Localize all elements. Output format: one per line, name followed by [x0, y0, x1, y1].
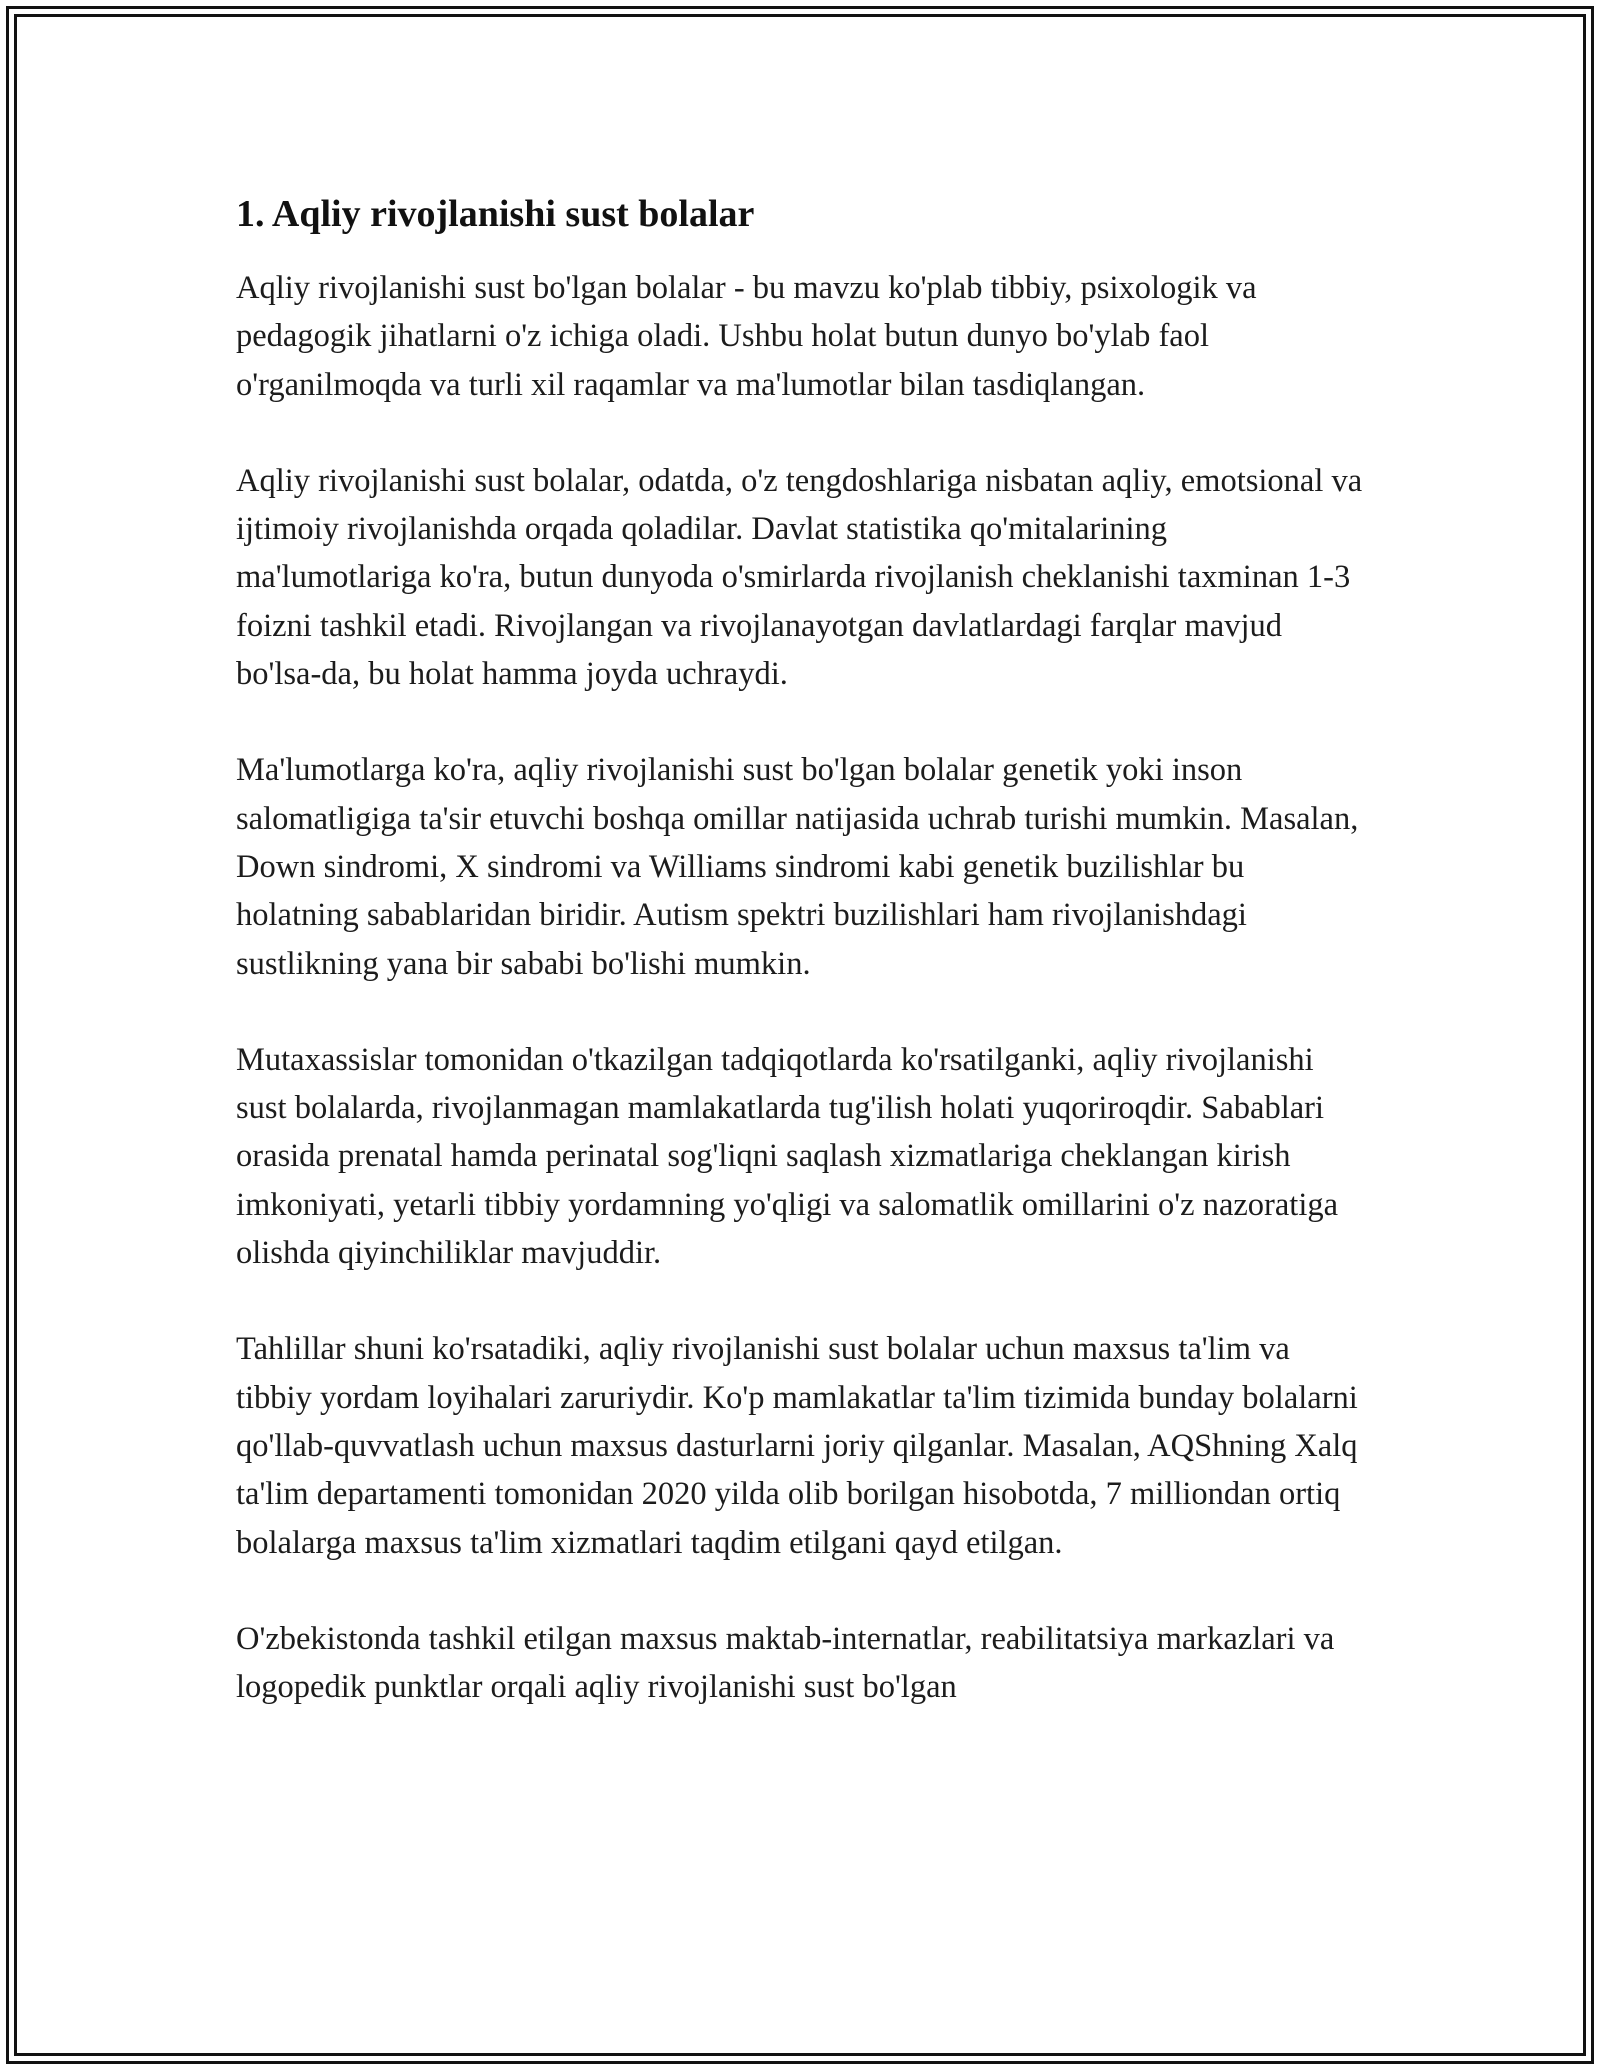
- paragraph-intro: Aqliy rivojlanishi sust bo'lgan bolalar - bu mavzu ko'plab tibbiy, psixologik va pedagogik jihatlarni o'z ichiga oladi. Ushbu holat butun dunyo bo'ylab faol o'rganilmoqda va turli xil raqamlar va ma'lumotlar bilan tasdiqlangan.: [236, 270, 1257, 403]
- paragraph-prevalence: Aqliy rivojlanishi sust bolalar, odatda, o'z tengdoshlariga nisbatan aqliy, emotsional va ijtimoiy rivojlanishda orqada qoladilar. Davlat statistika qo'mitalarining ma'lumotlariga ko'ra, butun dunyoda o'smirlarda rivojlanish cheklanishi taxminan 1-3 foizni tashkil etadi. Rivojlangan va rivojlanayotgan davlatlardagi farqlar mavjud bo'lsa-da, bu holat hamma joyda uchraydi.: [236, 462, 1363, 693]
- paragraph-analysis: Tahlillar shuni ko'rsatadiki, aqliy rivojlanishi sust bolalar uchun maxsus ta'lim va tibbiy yordam loyihalari zaruriydir. Ko'p mamlakatlar ta'lim tizimida bunday bolalarni qo'llab-quvvatlash uchun maxsus dasturlarni joriy qilganlar. Masalan, AQShning Xalq ta'lim departamenti tomonidan 2020 yilda olib borilgan hisobotda, 7 milliondan ortiq bolalarga maxsus ta'lim xizmatlari taqdim etilgani qayd etilgan.: [236, 1331, 1358, 1561]
- paragraph-uzbekistan: O'zbekistonda tashkil etilgan maxsus maktab-internatlar, reabilitatsiya markazlari va logopedik punktlar orqali aqliy rivojlanishi sust bo'lgan: [236, 1620, 1335, 1706]
- paragraph-causes: Ma'lumotlarga ko'ra, aqliy rivojlanishi sust bo'lgan bolalar genetik yoki inson salomatligiga ta'sir etuvchi boshqa omillar natijasida uchrab turishi mumkin. Masalan, Down sindromi, X sindromi va Williams sindromi kabi genetik buzilishlar bu holatning sabablaridan biridir. Autism spektri buzilishlari ham rivojlanishdagi sustlikning yana bir sababi bo'lishi mumkin.: [236, 752, 1359, 982]
- paragraph-research: Mutaxassislar tomonidan o'tkazilgan tadqiqotlarda ko'rsatilganki, aqliy rivojlanishi sust bolalarda, rivojlanmagan mamlakatlarda tug'ilish holati yuqoriroqdir. Sabablari orasida prenatal hamda perinatal sog'liqni saqlash xizmatlariga cheklangan kirish imkoniyati, yetarli tibbiy yordamning yo'qligi va salomatlik omillarini o'z nazoratiga olishda qiyinchiliklar mavjuddir.: [236, 1041, 1339, 1272]
- document-body: [236, 188, 1366, 1759]
- section-heading: 1. Aqliy rivojlanishi sust bolalar: [236, 193, 755, 235]
